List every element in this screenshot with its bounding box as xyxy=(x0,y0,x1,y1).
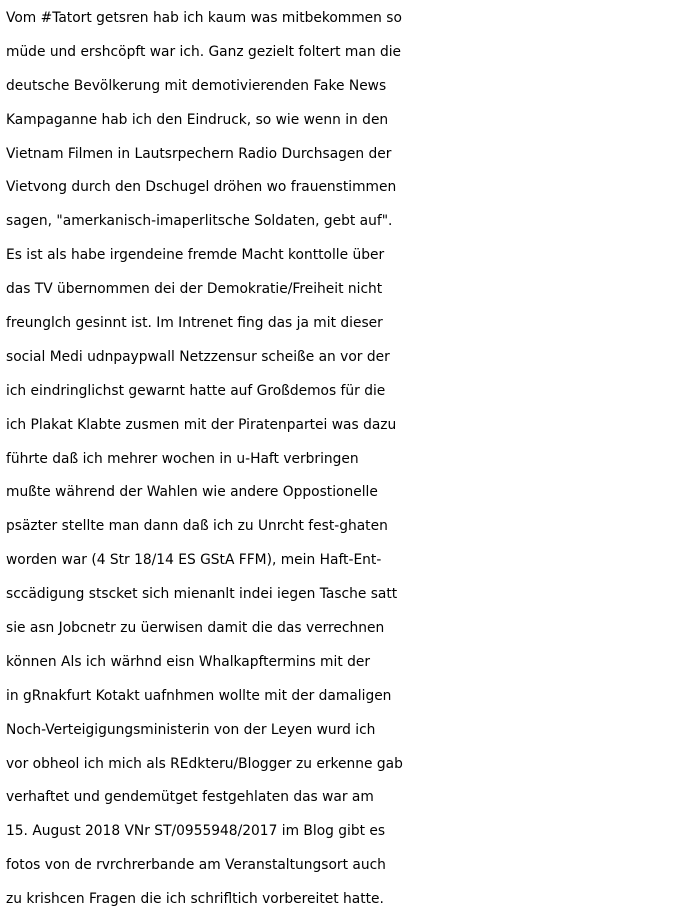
text-line-22: Noch-Verteigigungsministerin von der Leyen wurd ich xyxy=(6,721,376,738)
text-line-20: können Als ich wärhnd eisn Whalkapftermins mit der xyxy=(6,653,371,670)
text-line-27: zu krishcen Fragen die ich schrifltich vorbereitet hatte. xyxy=(6,891,384,908)
text-line-6: Vietvong durch den Dschugel dröhen wo frauenstimmen xyxy=(6,179,397,196)
text-line-5: Vietnam Filmen in Lautsrpechern Radio Durchsagen der xyxy=(6,145,392,162)
text-line-25: 15. August 2018 VNr ST/0955948/2017 im Blog gibt es xyxy=(6,823,386,840)
text-line-1: Vom #Tatort getsren hab ich kaum was mitbekommen so xyxy=(6,10,402,26)
text-line-23: vor obheol ich mich als REdkteru/Blogger zu erkenne gab xyxy=(6,755,403,772)
text-line-4: Kampaganne hab ich den Eindruck, so wie wenn in den xyxy=(6,111,389,128)
text-line-16: psäzter stellte man dann daß ich zu Unrcht fest-ghaten xyxy=(6,518,388,535)
text-line-11: social Medi udnpaypwall Netzzensur scheiße an vor der xyxy=(6,348,390,365)
text-line-3: deutsche Bevölkerung mit demotivierenden Fake News xyxy=(6,77,387,94)
text-line-19: sie asn Jobcnetr zu üerwisen damit die das verrechnen xyxy=(6,620,385,637)
text-line-18: sccädigung stscket sich mienanlt indei iegen Tasche satt xyxy=(6,586,398,603)
text-line-8: Es ist als habe irgendeine fremde Macht konttolle über xyxy=(6,247,385,264)
text-line-13: ich Plakat Klabte zusmen mit der Piratenpartei was dazu xyxy=(6,416,397,433)
text-line-9: das TV übernommen dei der Demokratie/Freiheit nicht xyxy=(6,281,383,298)
text-line-26: fotos von de rvrchrerbande am Veranstaltungsort auch xyxy=(6,857,386,874)
text-line-2: müde und ershcöpft war ich. Ganz gezielt foltert man die xyxy=(6,43,402,60)
body-text xyxy=(6,2,682,917)
text-line-17: worden war (4 Str 18/14 ES GStA FFM), mein Haft-Ent- xyxy=(6,552,382,569)
text-line-7: sagen, "amerkanisch-imaperlitsche Soldaten, gebt auf". xyxy=(6,213,393,230)
text-line-14: führte daß ich mehrer wochen in u-Haft verbringen xyxy=(6,450,359,467)
text-line-21: in gRnakfurt Kotakt uafnhmen wollte mit der damaligen xyxy=(6,687,392,704)
text-line-10: freunglch gesinnt ist. Im Intrenet fing das ja mit dieser xyxy=(6,315,383,332)
text-line-24: verhaftet und gendemütget festgehlaten das war am xyxy=(6,789,374,806)
text-line-12: ich eindringlichst gewarnt hatte auf Großdemos für die xyxy=(6,382,386,399)
text-line-15: mußte während der Wahlen wie andere Oppostionelle xyxy=(6,484,378,501)
